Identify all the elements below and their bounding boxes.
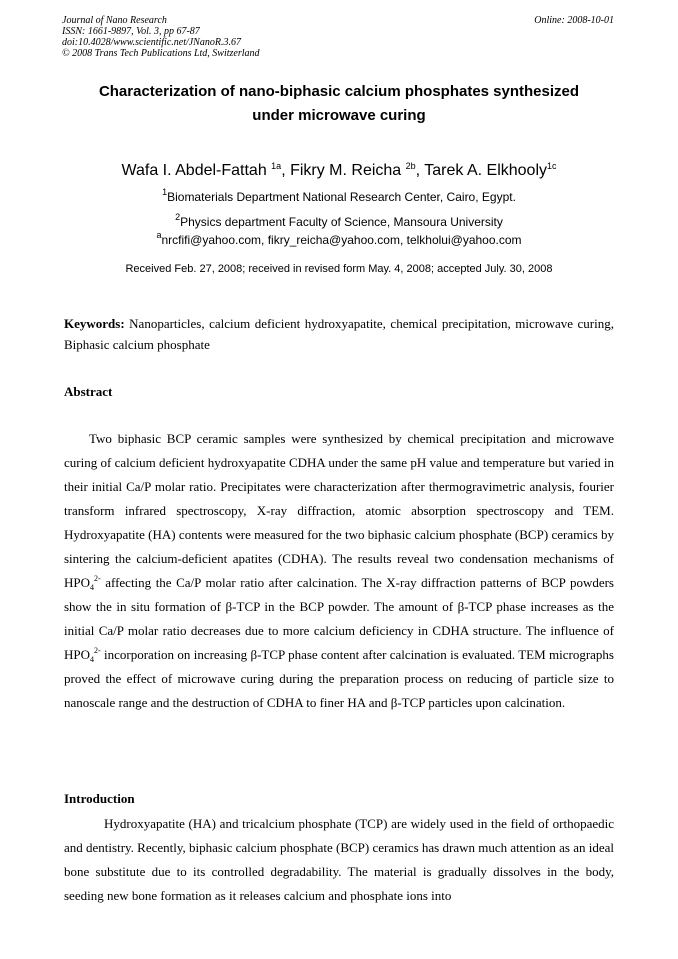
journal-doi: doi:10.4028/www.scientific.net/JNanoR.3.67: [62, 37, 241, 48]
author-separator: ,: [415, 162, 425, 179]
title-line-1: Characterization of nano-biphasic calcium phosphates synthesized: [98, 83, 580, 100]
author-affiliation-mark: 2b: [405, 161, 416, 171]
keywords-text: Nanoparticles, calcium deficient hydroxyapatite, chemical precipitation, microwave curing, Biphasic calcium phosphate: [64, 316, 614, 352]
hpo-subscript: 4: [90, 583, 95, 592]
author-name: Wafa I. Abdel-Fattah: [121, 162, 272, 179]
hpo-superscript: 2-: [94, 646, 101, 655]
hpo-superscript: 2-: [94, 574, 101, 583]
email-list: nrcfifi@yahoo.com, fikry_reicha@yahoo.com, telkholui@yahoo.com: [161, 233, 522, 247]
affiliation-mark: 1: [162, 187, 168, 197]
title-line-2: under microwave curing: [252, 107, 426, 124]
abstract-text-3: incorporation on increasing β-TCP phase content after calcination is evaluated. TEM micrographs proved the effect of microwave curing during the preparation process on reducing of particle size to nanoscale range and the destruction of CDHA to finer HA and β-TCP particles upon calcination.: [64, 647, 614, 710]
journal-issn: ISSN: 1661-9897, Vol. 3, pp 67-87: [62, 26, 200, 37]
author-separator: ,: [281, 162, 291, 179]
paper-title: [0, 80, 678, 128]
introduction-text: Hydroxyapatite (HA) and tricalcium phosphate (TCP) are widely used in the field of orthopaedic and dentistry. Recently, biphasic calcium phosphate (BCP) ceramics has drawn much attention as an ideal bone substitute due to its controlled degradability. The material is gradually dissolves in the body, seeding new bone formation as it releases calcium and phosphate ions into: [64, 816, 614, 903]
affiliation-mark: 2: [175, 212, 181, 222]
author-emails: [0, 232, 678, 248]
received-dates: Received Feb. 27, 2008; received in revised form May. 4, 2008; accepted July. 30, 2008: [125, 263, 553, 275]
abstract-text-1: Two biphasic BCP ceramic samples were synthesized by chemical precipitation and microwave curing of calcium deficient hydroxyapatite CDHA under the same pH value and temperature but varied in their initial Ca/P molar ratio. Precipitates were characterization after thermogravimetric analysis, fourier transform infrared spectroscopy, X-ray diffraction, atomic absorption spectroscopy and TEM. Hydroxyapatite (HA) contents were measured for the two biphasic calcium phosphate (BCP) ceramics by sintering the calcium-deficient apatites (CDHA). The results reveal two condensation mechanisms of HPO: [64, 431, 614, 590]
author-affiliation-mark: 1c: [547, 161, 557, 171]
keywords-label: Keywords:: [64, 316, 125, 331]
online-date: Online: 2008-10-01: [534, 15, 614, 26]
journal-copyright: © 2008 Trans Tech Publications Ltd, Switzerland: [62, 48, 260, 59]
affiliation-2: [0, 214, 678, 230]
introduction-heading: Introduction: [64, 791, 135, 806]
author-affiliation-mark: 1a: [271, 161, 282, 171]
journal-name: Journal of Nano Research: [62, 15, 167, 26]
affiliation-1: [0, 189, 678, 205]
affiliation-text: Physics department Faculty of Science, Mansoura University: [180, 215, 503, 229]
abstract-text-2: affecting the Ca/P molar ratio after calcination. The X-ray diffraction patterns of BCP powders show the in situ formation of β-TCP in the BCP powder. The amount of β-TCP phase increases as the initial Ca/P molar ratio decreases due to more calcium deficiency in CDHA structure. The influence of HPO: [64, 575, 614, 662]
author-list: [0, 161, 678, 181]
author-name: Fikry M. Reicha: [290, 162, 406, 179]
affiliation-text: Biomaterials Department National Research Center, Cairo, Egypt.: [167, 190, 516, 204]
hpo-subscript: 4: [90, 655, 95, 664]
abstract-paragraph: [64, 427, 614, 715]
keywords-block: [64, 313, 614, 355]
introduction-paragraph: [64, 812, 614, 908]
abstract-heading: Abstract: [64, 384, 113, 399]
author-name: Tarek A. Elkhooly: [424, 162, 548, 179]
email-mark: a: [156, 230, 162, 240]
journal-header: [62, 15, 260, 59]
